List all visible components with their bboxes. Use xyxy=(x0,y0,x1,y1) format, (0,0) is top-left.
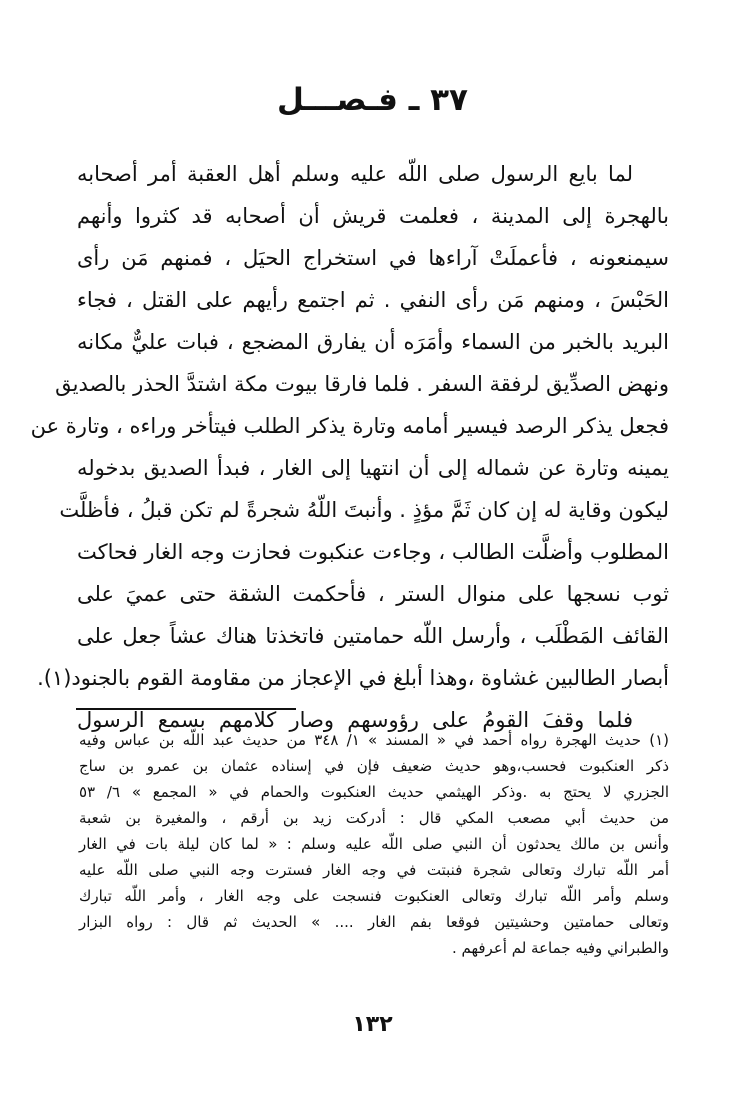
footnotes xyxy=(79,727,669,961)
footnote-line: ذكر العنكبوت فحسب،وهو حديث ضعيف فإن في إسناده عثمان بن عمرو بن ساج xyxy=(79,757,669,775)
footnote-line: وأنس بن مالك يحدثون أن النبي صلى اللّه عليه وسلم : « لما كان ليلة بات في الغار xyxy=(79,835,669,853)
body-line: بالهجرة إلى المدينة ، فعلمت قريش أن أصحابه قد كثروا وأنهم xyxy=(77,204,669,228)
footnote-line: (١) حديث الهجرة رواه أحمد في « المسند » ١/ ٣٤٨ من حديث عبد اللّه بن عباس وفيه xyxy=(79,731,669,749)
body-line: القائف المَطْلَب ، وأرسل اللّه حمامتين فاتخذتا هناك عشاً جعل على xyxy=(77,624,669,648)
body-line: ليكون وقاية له إن كان ثَمَّ مؤذٍ . وأنبتَ اللّهُ شجرةً لم تكن قبلُ ، فأظلَّت xyxy=(59,498,669,522)
footnote-line: وتعالى حمامتين وحشيتين فوقعا بفم الغار .... » الحديث ثم قال : رواه البزار xyxy=(79,913,669,931)
body-text xyxy=(30,153,669,741)
footnote-line: أمر اللّه تبارك وتعالى شجرة فنبتت في وجه الغار فسترت وجه النبي صلى اللّه عليه xyxy=(79,861,669,879)
body-line: يمينه وتارة عن شماله إلى أن انتهيا إلى الغار ، فبدأ الصديق بدخوله xyxy=(77,456,669,480)
body-line: فلما وقفَ القومُ على رؤوسهم وصار كلامهم بسمع الرسول xyxy=(77,708,633,732)
body-line: البريد بالخبر من السماء وأمَرَه أن يفارق المضجع ، فبات عليٌّ مكانه xyxy=(77,330,669,354)
body-line: ثوب نسجها على منوال الستر ، فأحكمت الشقة حتى عميَ على xyxy=(77,582,669,606)
body-line: أبصار الطالبين غشاوة ،وهذا أبلغ في الإعجاز من مقاومة القوم بالجنود(١). xyxy=(37,666,669,690)
body-line: المطلوب وأضلَّت الطالب ، وجاءت عنكبوت فحازت وجه الغار فحاكت xyxy=(77,540,669,564)
body-line: الحَبْسَ ، ومنهم مَن رأى النفي . ثم اجتمع رأيهم على القتل ، فجاء xyxy=(77,288,669,312)
footnote-line: من حديث أبي مصعب المكي قال : أدركت زيد بن أرقم ، والمغيرة بن شعبة xyxy=(79,809,669,827)
footnote-line: الجزري لا يحتج به .وذكر الهيثمي حديث العنكبوت والحمام في « المجمع » ٦/ ٥٣ xyxy=(79,783,669,801)
footnote-divider xyxy=(76,708,296,710)
body-line: لما بايع الرسول صلى اللّه عليه وسلم أهل العقبة أمر أصحابه xyxy=(77,162,633,186)
body-line: سيمنعونه ، فأعملَتْ آراءها في استخراج الحيَل ، فمنهم مَن رأى xyxy=(77,246,669,270)
footnote-line: وسلم وأمر اللّه تبارك وتعالى العنكبوت فنسجت على وجه الغار ، وأمر اللّه تبارك xyxy=(79,887,669,905)
body-line: ونهض الصدِّيق لرفقة السفر . فلما فارقا بيوت مكة اشتدَّ الحذر بالصديق xyxy=(55,372,669,396)
body-line: فجعل يذكر الرصد فيسير أمامه وتارة يذكر الطلب فيتأخر وراءه ، وتارة عن xyxy=(30,414,669,438)
footnote-line: والطبراني وفيه جماعة لم أعرفهم . xyxy=(451,939,669,957)
chapter-heading: ٣٧ ـ فـصـــل xyxy=(277,82,468,118)
page-number: ١٣٢ xyxy=(352,1012,393,1037)
